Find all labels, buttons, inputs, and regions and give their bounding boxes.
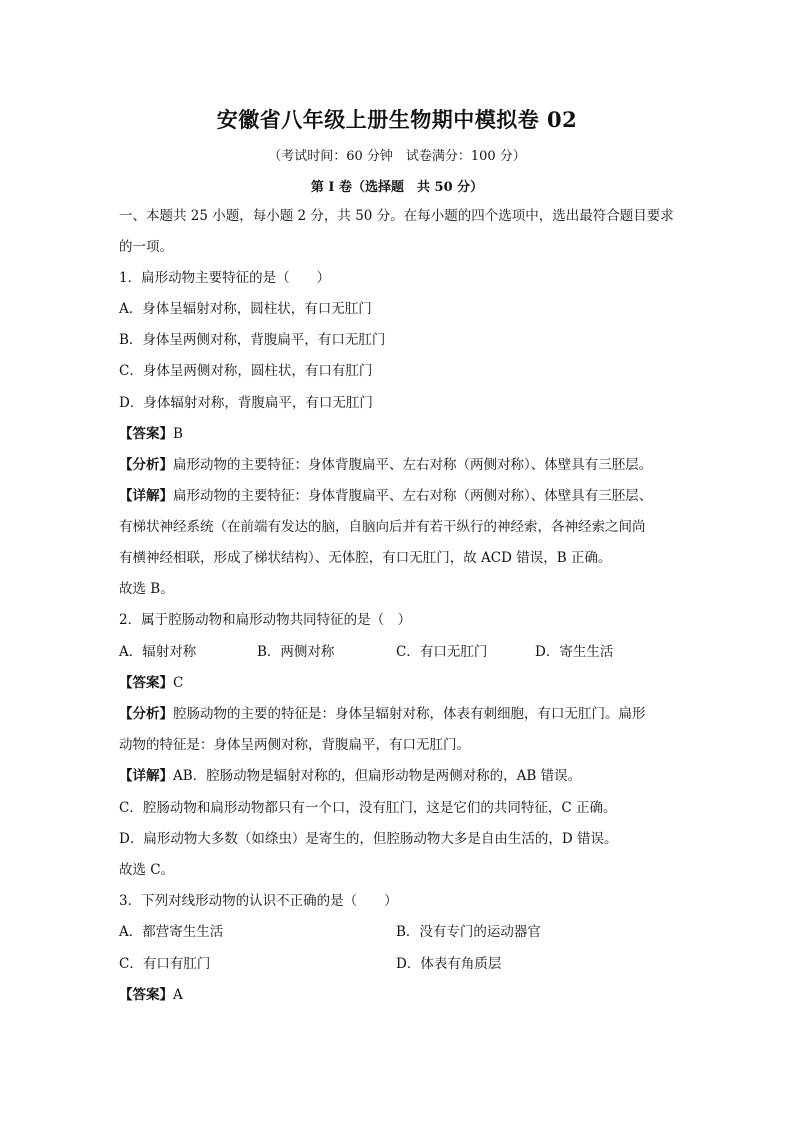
question-option: C．身体呈两侧对称，圆柱状，有口有肛门: [119, 363, 373, 379]
detail-text: AB．腔肠动物是辐射对称的，但扁形动物是两侧对称的，AB 错误。: [173, 768, 582, 784]
section-heading: 第 I 卷（选择题 共 50 分）: [310, 180, 484, 195]
question-option: C．有口无肛门: [396, 644, 488, 660]
conclusion-line: 故选 B。: [119, 581, 174, 597]
detail-tag: 【详解】: [119, 488, 173, 504]
analysis-text: 扁形动物的主要特征：身体背腹扁平、左右对称（两侧对称）、体壁具有三胚层。: [173, 457, 653, 473]
detail-tag: 【详解】: [119, 768, 173, 784]
detail-text: 扁形动物的主要特征：身体背腹扁平、左右对称（两侧对称）、体壁具有三胚层、: [173, 488, 653, 504]
detail-line: [119, 766, 581, 786]
question-option: D．寄生生活: [535, 644, 614, 660]
answer-value: A: [173, 987, 183, 1003]
question-option: B．没有专门的运动器官: [396, 924, 541, 940]
answer-value: B: [173, 426, 183, 442]
question-stem: 1．扁形动物主要特征的是（ ）: [119, 270, 331, 286]
detail-line: 有梯状神经系统（在前端有发达的脑，自脑向后并有若干纵行的神经索，各神经索之间尚: [119, 519, 646, 535]
analysis-line: 动物的特征是：身体呈两侧对称，背腹扁平，有口无肛门。: [119, 737, 470, 753]
detail-line: [119, 486, 652, 506]
question-stem: 3．下列对线形动物的认识不正确的是（ ）: [119, 893, 398, 909]
question-option: D．身体辐射对称，背腹扁平，有口无肛门: [119, 395, 373, 411]
question-option: C．有口有肛门: [119, 956, 211, 972]
question-option: D．体表有角质层: [396, 956, 502, 972]
detail-line: D．扁形动物大多数（如绦虫）是寄生的，但腔肠动物大多是自由生活的，D 错误。: [119, 831, 618, 847]
answer-line: [119, 424, 183, 444]
conclusion-line: 故选 C。: [119, 862, 175, 878]
intro-line: 一、本题共 25 小题，每小题 2 分，共 50 分。在每小题的四个选项中，选出最符合题目要求: [119, 208, 674, 224]
analysis-text: 腔肠动物的主要的特征是：身体呈辐射对称，体表有刺细胞，有口无肛门。扁形: [173, 706, 646, 722]
analysis-tag: 【分析】: [119, 457, 173, 473]
answer-tag: 【答案】: [119, 426, 173, 442]
analysis-line: [119, 704, 646, 724]
question-stem: 2．属于腔肠动物和扁形动物共同特征的是（ ）: [119, 612, 412, 628]
question-option: B．两侧对称: [257, 644, 335, 660]
answer-tag: 【答案】: [119, 675, 173, 691]
analysis-tag: 【分析】: [119, 706, 173, 722]
analysis-line: [119, 455, 652, 475]
question-option: A．都营寄生生活: [119, 924, 224, 940]
detail-line: 有横神经相联，形成了梯状结构）、无体腔，有口无肛门，故 ACD 错误，B 正确。: [119, 550, 612, 566]
detail-line: C．腔肠动物和扁形动物都只有一个口，没有肛门，这是它们的共同特征，C 正确。: [119, 800, 617, 816]
question-option: A．身体呈辐射对称，圆柱状，有口无肛门: [119, 301, 372, 317]
intro-line: 的一项。: [119, 239, 173, 255]
answer-value: C: [173, 675, 184, 691]
exam-info: （考试时间：60 分钟 试卷满分：100 分）: [268, 149, 526, 164]
question-option: A．辐射对称: [119, 644, 197, 660]
answer-tag: 【答案】: [119, 987, 173, 1003]
answer-line: [119, 673, 183, 693]
question-option: B．身体呈两侧对称，背腹扁平，有口无肛门: [119, 332, 386, 348]
answer-line: [119, 985, 183, 1005]
page-title: 安徽省八年级上册生物期中模拟卷 02: [216, 107, 578, 132]
